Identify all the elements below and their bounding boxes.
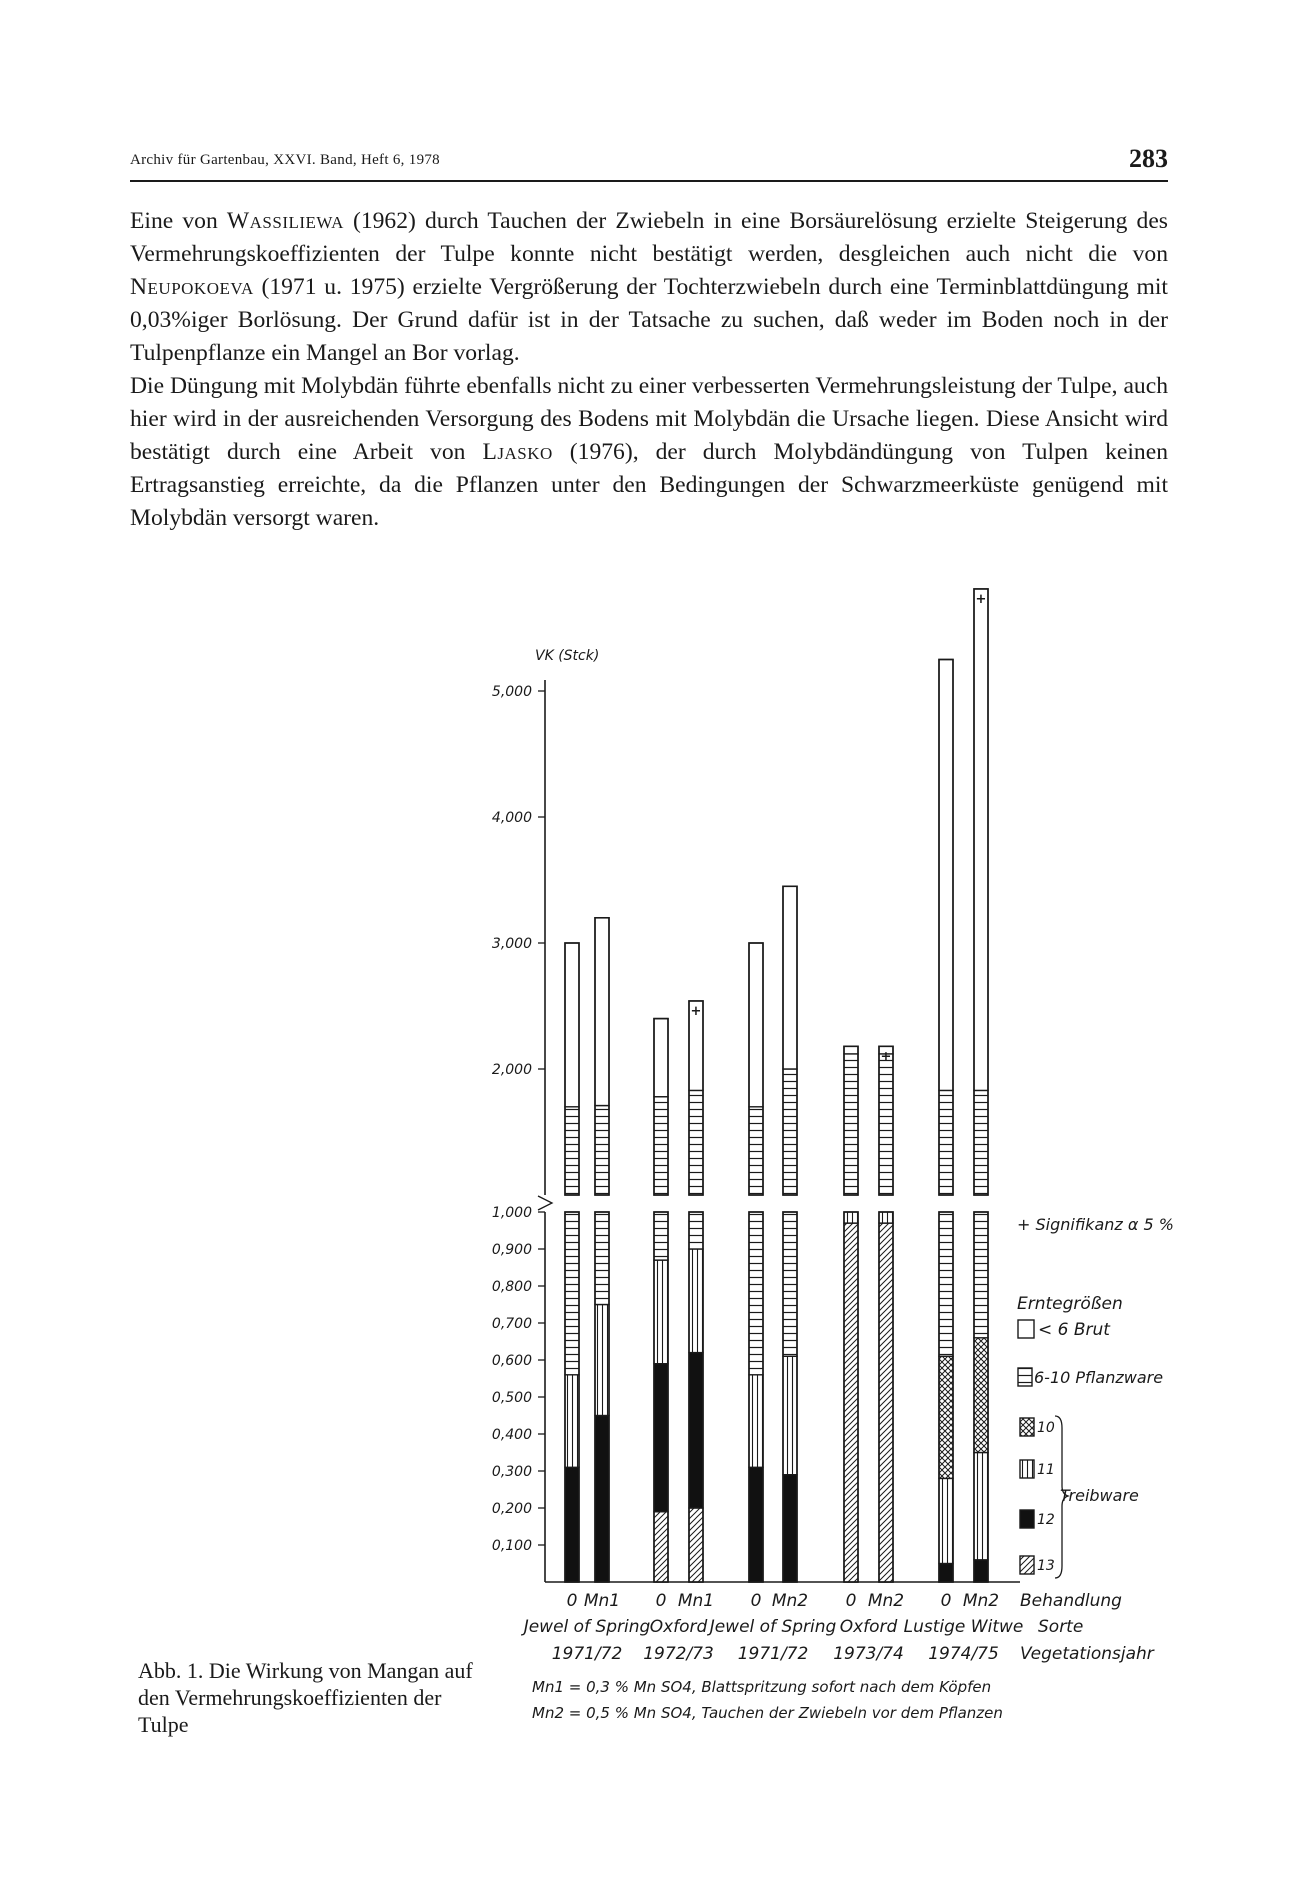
group-label-sorte: Oxford — [649, 1617, 708, 1637]
figure-caption: Abb. 1. Die Wirkung von Mangan auf den Vermehrungskoeffizienten der Tulpe — [138, 1658, 473, 1737]
x-tick-label: Mn2 — [867, 1591, 905, 1611]
bar-segment-12 — [689, 1353, 703, 1508]
y-tick-label: 0,300 — [491, 1464, 532, 1480]
row-title-sorte: Sorte — [1038, 1617, 1084, 1637]
bar-segment-12 — [595, 1416, 609, 1583]
x-tick-label: 0 — [940, 1591, 952, 1611]
bar-segment-10 — [974, 1338, 988, 1453]
group-label-jahr: 1971/72 — [737, 1644, 809, 1664]
bar-segment-pflanzware — [595, 1106, 609, 1195]
bar-segment-11 — [844, 1212, 858, 1223]
bar-segment-11 — [783, 1356, 797, 1474]
bar-segment-12 — [654, 1364, 668, 1512]
bar-segment-pflanzware — [749, 1107, 763, 1195]
author-name: Neupokoeva — [130, 274, 254, 300]
x-tick-label: 0 — [750, 1591, 762, 1611]
bar-segment-brut — [783, 886, 797, 1069]
bar-segment-pflanzware — [654, 1097, 668, 1195]
bar-segment-pflanzware — [879, 1054, 893, 1195]
significance-plus: + — [975, 591, 987, 607]
y-tick-label: 0,700 — [491, 1316, 532, 1332]
y-tick-label: 0,400 — [491, 1427, 532, 1443]
bar-segment-12 — [783, 1475, 797, 1582]
bar-segment-12 — [974, 1560, 988, 1582]
group-label-jahr: 1971/72 — [551, 1644, 623, 1664]
bar-segment-12 — [565, 1467, 579, 1582]
bar-segment-11 — [565, 1375, 579, 1468]
bar-segment-brut — [565, 943, 579, 1107]
x-tick-label: Mn1 — [677, 1591, 715, 1611]
bar-segment-brut — [749, 943, 763, 1107]
legend-size-12: 12 — [1037, 1512, 1055, 1528]
text-run: (1971 u. 1975) erzielte Vergrößerung der Tochterzwiebeln durch eine Terminblattdüngung mit 0,03%iger Borlösung. Der Grund dafür ist in der Tatsache zu suchen, daß weder im Boden noch in der Tulpenpflanze ein Mangel an Bor vorlag. — [130, 274, 1168, 366]
bar-segment-12 — [749, 1467, 763, 1582]
bar-segment-pflanzware — [595, 1212, 609, 1305]
bar-segment-brut — [939, 660, 953, 1091]
page-number: 283 — [1129, 144, 1168, 173]
group-label-jahr: 1972/73 — [643, 1644, 714, 1664]
bar-segment-pflanzware — [939, 1212, 953, 1356]
legend-swatch-10 — [1020, 1418, 1034, 1436]
group-label-jahr: 1973/74 — [833, 1644, 904, 1664]
bar-segment-11 — [879, 1212, 893, 1223]
y-tick-label: 3,000 — [491, 936, 532, 952]
y-tick-label: 0,200 — [491, 1501, 532, 1517]
bar-segment-12 — [939, 1564, 953, 1583]
y-tick-label: 1,000 — [491, 1205, 532, 1221]
legend-swatch-13 — [1020, 1556, 1034, 1574]
bar-segment-pflanzware — [974, 1090, 988, 1195]
y-tick-label: 2,000 — [491, 1062, 532, 1078]
y-tick-label: 0,900 — [491, 1242, 532, 1258]
bar-segment-pflanzware — [749, 1212, 763, 1375]
group-label-sorte: Oxford — [839, 1617, 898, 1637]
bar-segment-brut — [844, 1046, 858, 1054]
bar-segment-11 — [939, 1478, 953, 1563]
bar-segment-pflanzware — [844, 1054, 858, 1195]
text-run: (1962) durch Tauchen der Zwiebeln in eine Borsäurelösung erzielte Steigerung des Vermehrungskoeffizienten der Tulpe konnte nicht bestätigt werden, desgleichen auch nicht die von — [130, 208, 1168, 267]
text-run: Eine von — [130, 208, 227, 234]
bar-segment-11 — [689, 1249, 703, 1353]
bar-segment-pflanzware — [565, 1212, 579, 1375]
legend-size-11: 11 — [1037, 1462, 1055, 1478]
bar-segment-brut — [654, 1019, 668, 1097]
bar-segment-brut — [974, 589, 988, 1090]
bar-segment-pflanzware — [783, 1212, 797, 1356]
row-title-behandlung: Behandlung — [1020, 1591, 1122, 1611]
footnote-mn1: Mn1 = 0,3 % Mn SO4, Blattspritzung sofort nach dem Köpfen — [532, 1678, 992, 1696]
group-label-jahr: 1974/75 — [928, 1644, 999, 1664]
legend-swatch-11 — [1020, 1460, 1034, 1478]
significance-plus: + — [880, 1049, 892, 1065]
legend-swatch-brut — [1018, 1320, 1034, 1338]
y-tick-label: 0,800 — [491, 1279, 532, 1295]
group-label-sorte: Lustige Witwe — [903, 1617, 1024, 1637]
y-tick-label: 5,000 — [491, 684, 532, 700]
bar-segment-brut — [595, 918, 609, 1106]
legend-title: Erntegrößen — [1017, 1294, 1123, 1314]
text-run: (1976), der durch Molybdändüngung von Tulpen keinen Ertragsanstieg erreichte, da die Pflanzen unter den Bedingungen der Schwarzmeerküste genügend mit Molybdän versorgt waren. — [130, 439, 1168, 531]
legend-size-10: 10 — [1037, 1420, 1055, 1436]
legend — [1017, 1215, 1174, 1578]
bar-segment-11 — [749, 1375, 763, 1468]
legend-size-13: 13 — [1037, 1558, 1055, 1574]
bar-segment-pflanzware — [689, 1212, 703, 1249]
significance-plus: + — [690, 1003, 702, 1019]
author-name: Wassiliewa — [226, 208, 344, 234]
bar-segment-10 — [939, 1356, 953, 1478]
bar-segment-pflanzware — [654, 1212, 668, 1260]
legend-significance: + Signifikanz α 5 % — [1017, 1215, 1174, 1234]
x-tick-label: Mn2 — [962, 1591, 1000, 1611]
legend-pflanzware: 6-10 Pflanzware — [1034, 1368, 1164, 1387]
author-name: Ljasko — [482, 439, 553, 465]
group-label-sorte: Jewel of Spring — [709, 1617, 837, 1637]
bar-segment-pflanzware — [783, 1069, 797, 1195]
legend-brut: < 6 Brut — [1038, 1320, 1110, 1340]
bar-segment-13 — [654, 1512, 668, 1582]
group-label-sorte: Jewel of Spring — [523, 1617, 651, 1637]
y-tick-label: 0,600 — [491, 1353, 532, 1369]
legend-treibware: Treibware — [1060, 1486, 1139, 1505]
bar-segment-pflanzware — [939, 1090, 953, 1195]
y-tick-label: 4,000 — [491, 810, 532, 826]
bar-segment-13 — [844, 1223, 858, 1582]
footnote-mn2: Mn2 = 0,5 % Mn SO4, Tauchen der Zwiebeln vor dem Pflanzen — [532, 1704, 1003, 1722]
legend-swatch-pflanzware — [1018, 1368, 1032, 1386]
x-tick-label: Mn2 — [771, 1591, 809, 1611]
bar-segment-13 — [879, 1223, 893, 1582]
bar-segment-pflanzware — [974, 1212, 988, 1338]
legend-swatch-12 — [1020, 1510, 1034, 1528]
bar-segment-pflanzware — [689, 1090, 703, 1195]
bar-segment-11 — [974, 1453, 988, 1560]
x-tick-label: Mn1 — [583, 1591, 621, 1611]
y-tick-label: 0,100 — [491, 1538, 532, 1554]
bar-segment-11 — [595, 1305, 609, 1416]
x-tick-label: 0 — [566, 1591, 578, 1611]
row-title-vegetationsjahr: Vegetationsjahr — [1020, 1644, 1154, 1664]
bar-segment-pflanzware — [565, 1107, 579, 1195]
axis-break-mark — [538, 1196, 552, 1210]
bar-segment-11 — [654, 1260, 668, 1364]
x-tick-label: 0 — [655, 1591, 667, 1611]
bar-segment-13 — [689, 1508, 703, 1582]
journal-title: Archiv für Gartenbau, XXVI. Band, Heft 6, 1978 — [130, 152, 440, 168]
text-run: Die Düngung mit Molybdän führte ebenfalls nicht zu einer verbesserten Vermehrungsleistung der Tulpe, auch hier wird in der ausreichenden Versorgung des Bodens mit Molybdän die Ursache liegen. Diese Ansicht wird bestätigt durch eine Arbeit von — [130, 373, 1168, 465]
x-tick-label: 0 — [845, 1591, 857, 1611]
y-tick-label: 0,500 — [491, 1390, 532, 1406]
y-axis-label: VK (Stck) — [535, 648, 600, 664]
